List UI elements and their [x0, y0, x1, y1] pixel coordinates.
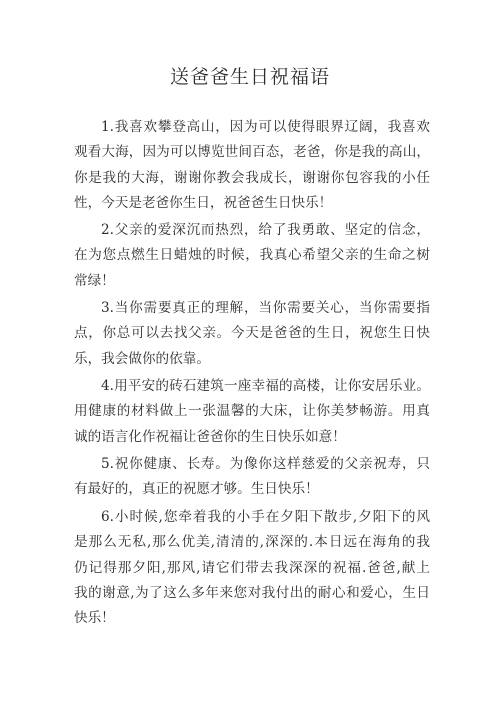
paragraph-line: 你是我的大海，谢谢你教会我成长，谢谢你包容我的小任 [74, 169, 430, 186]
paragraph-line: 仍记得那夕阳,那风,请它们带去我深深的祝福.爸爸,献上 [74, 559, 430, 576]
paragraph-3 [74, 296, 430, 372]
paragraph-line: 诚的语言化作祝福让爸爸你的生日快乐如意！ [74, 428, 346, 445]
paragraph-line: 观看大海，因为可以博览世间百态，老爸，你是我的高山， [74, 144, 430, 161]
paragraph-line: 常绿！ [74, 272, 115, 289]
paragraph-line: 4.用平安的砖石建筑一座幸福的高楼，让你安居乐业。 [101, 378, 430, 394]
paragraph-line: 6.小时候,您牵着我的小手在夕阳下散步,夕阳下的风 [101, 509, 430, 525]
paragraph-line: 1.我喜欢攀登高山，因为可以使得眼界辽阔，我喜欢 [101, 119, 430, 135]
paragraph-1 [74, 115, 430, 216]
paragraph-line: 性，今天是老爸你生日，祝爸爸生日快乐！ [74, 194, 333, 211]
paragraph-line: 在为您点燃生日蜡烛的时候，我真心希望父亲的生命之树 [74, 247, 430, 264]
paragraph-line: 快乐！ [74, 610, 115, 627]
paragraph-line: 乐，我会做你的依靠。 [74, 350, 210, 367]
paragraph-2 [74, 218, 430, 294]
paragraph-line: 是那么无私,那么优美,清清的,深深的.本日远在海角的我 [74, 534, 430, 551]
document-title: 送爸爸生日祝福语 [169, 66, 330, 88]
paragraph-line: 2.父亲的爱深沉而热烈，给了我勇敢、坚定的信念， [101, 222, 430, 238]
paragraph-line: 点，你总可以去找父亲。今天是爸爸的生日，祝您生日快 [74, 325, 430, 342]
paragraph-line: 5.祝你健康、长寿。为像你这样慈爱的父亲祝寿，只 [101, 456, 430, 472]
paragraph-6 [74, 505, 430, 631]
paragraph-line: 用健康的材料做上一张温馨的大床，让你美梦畅游。用真 [74, 403, 430, 420]
paragraph-line: 有最好的，真正的祝愿才够。生日快乐！ [74, 481, 319, 498]
paragraph-line: 3.当你需要真正的理解，当你需要关心，当你需要指 [101, 300, 430, 316]
paragraph-line: 我的谢意,为了这么多年来您对我付出的耐心和爱心，生日 [74, 584, 430, 601]
paragraph-4 [74, 374, 430, 450]
paragraph-5 [74, 452, 430, 503]
